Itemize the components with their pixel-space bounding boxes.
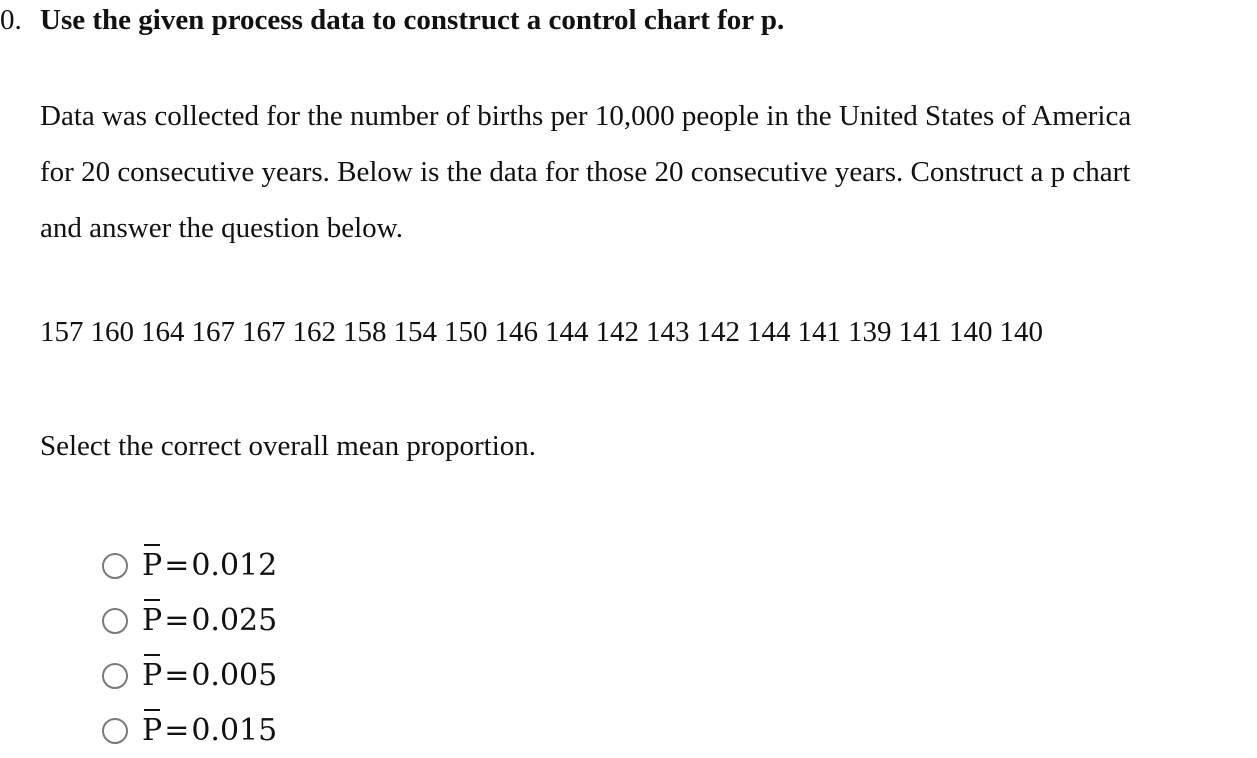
radio-button[interactable]: [102, 663, 128, 689]
equals-sign: =: [164, 603, 190, 638]
data-value: 139: [848, 316, 892, 348]
answer-option-4[interactable]: [102, 703, 277, 758]
data-value: 158: [343, 316, 387, 348]
p-bar-symbol: P: [142, 548, 163, 583]
data-value: 141: [898, 316, 942, 348]
data-value: 150: [444, 316, 488, 348]
data-value: 143: [646, 316, 690, 348]
question-description: [40, 88, 1255, 256]
equals-sign: =: [164, 658, 190, 693]
equals-sign: =: [164, 548, 190, 583]
description-line: and answer the question below.: [40, 212, 403, 244]
option-value: 0.012: [191, 548, 278, 583]
data-value: 146: [494, 316, 538, 348]
data-value: 144: [747, 316, 791, 348]
answer-options: [102, 538, 277, 758]
radio-button[interactable]: [102, 718, 128, 744]
option-value: 0.025: [191, 603, 278, 638]
equals-sign: =: [164, 713, 190, 748]
option-value: 0.015: [191, 713, 278, 748]
data-value: 140: [949, 316, 993, 348]
p-bar-symbol: P: [142, 713, 163, 748]
p-bar-symbol: P: [142, 658, 163, 693]
data-value: 157: [40, 316, 84, 348]
question-title: Use the given process data to construct a control chart for p.: [40, 4, 785, 36]
data-value: 144: [545, 316, 589, 348]
radio-button[interactable]: [102, 608, 128, 634]
data-value: 140: [999, 316, 1043, 348]
description-line: Data was collected for the number of births per 10,000 people in the United States of America: [40, 100, 1132, 132]
data-value: 167: [191, 316, 235, 348]
question-header: [0, 4, 784, 37]
option-value: 0.005: [191, 658, 278, 693]
data-value: 162: [292, 316, 336, 348]
question-prompt: Select the correct overall mean proportion.: [40, 430, 537, 462]
data-value: 154: [393, 316, 437, 348]
data-value: 160: [90, 316, 134, 348]
radio-button[interactable]: [102, 553, 128, 579]
data-value: 142: [595, 316, 639, 348]
data-value: 164: [141, 316, 185, 348]
answer-option-2[interactable]: [102, 593, 277, 648]
question-number: 0.: [0, 4, 22, 36]
data-values-line: [40, 316, 1050, 349]
answer-option-1[interactable]: [102, 538, 277, 593]
data-value: 142: [696, 316, 740, 348]
answer-option-3[interactable]: [102, 648, 277, 703]
description-line: for 20 consecutive years. Below is the data for those 20 consecutive years. Construct a p chart: [40, 156, 1131, 188]
data-value: 167: [242, 316, 286, 348]
data-value: 141: [797, 316, 841, 348]
p-bar-symbol: P: [142, 603, 163, 638]
